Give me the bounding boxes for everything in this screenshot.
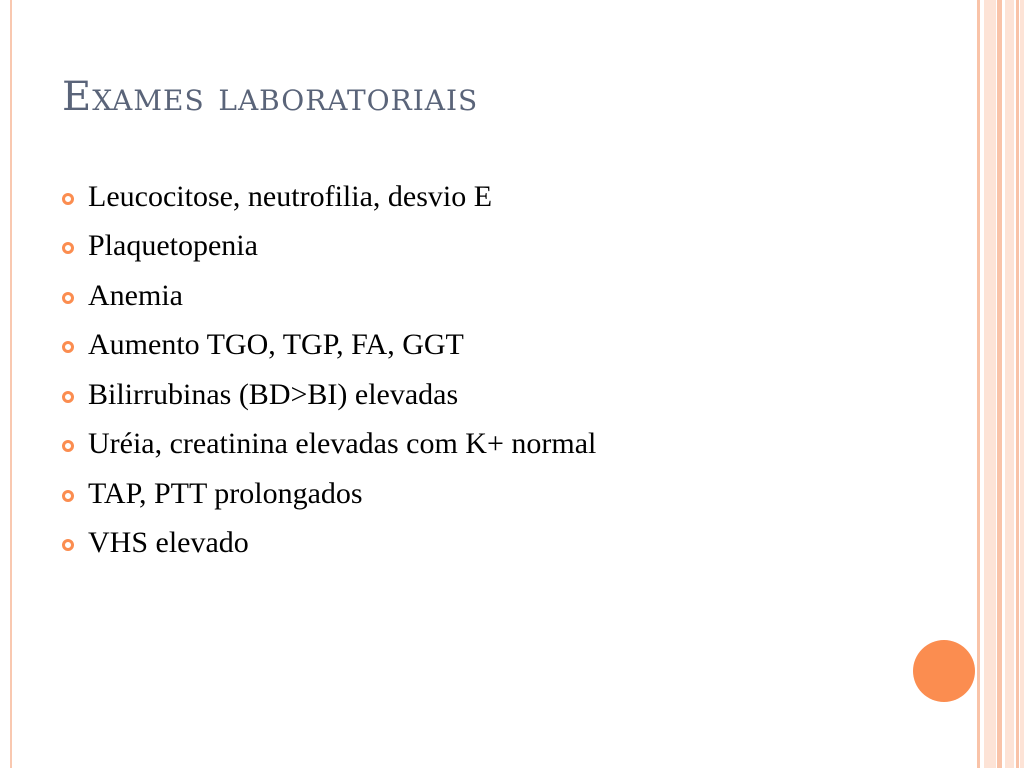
bullet-text: Leucocitose, neutrofilia, desvio E [88, 179, 493, 213]
stripe [984, 0, 996, 768]
circle-bullet-icon [62, 242, 74, 254]
circle-bullet-icon [62, 440, 74, 452]
bullet-text: TAP, PTT prolongados [88, 476, 363, 510]
circle-bullet-icon [62, 391, 74, 403]
list-item [62, 469, 922, 519]
bullet-text: VHS elevado [88, 526, 249, 560]
bullet-text: Bilirrubinas (BD>BI) elevadas [88, 377, 459, 411]
list-item [62, 222, 922, 272]
bullet-text: Aumento TGO, TGP, FA, GGT [88, 328, 464, 362]
bullet-list [62, 172, 922, 568]
left-border-decoration [10, 0, 12, 768]
slide-title: Exames laboratoriais [62, 74, 479, 120]
stripe [1020, 0, 1024, 768]
bullet-text: Anemia [88, 278, 183, 312]
list-item [62, 321, 922, 371]
bullet-text: Uréia, creatinina elevadas com K+ normal [88, 427, 597, 461]
circle-bullet-icon [62, 292, 74, 304]
stripe [997, 0, 1002, 768]
list-item [62, 271, 922, 321]
circle-bullet-icon [62, 341, 74, 353]
list-item [62, 370, 922, 420]
stripe [977, 0, 980, 768]
circle-bullet-icon [62, 490, 74, 502]
orange-circle-decoration [913, 640, 975, 702]
right-stripes-decoration [976, 0, 1024, 768]
bullet-text: Plaquetopenia [88, 229, 258, 263]
list-item [62, 519, 922, 569]
circle-bullet-icon [62, 539, 74, 551]
list-item [62, 172, 922, 222]
list-item [62, 420, 922, 470]
circle-bullet-icon [62, 193, 74, 205]
stripe [1005, 0, 1014, 768]
stripe [1016, 0, 1019, 768]
